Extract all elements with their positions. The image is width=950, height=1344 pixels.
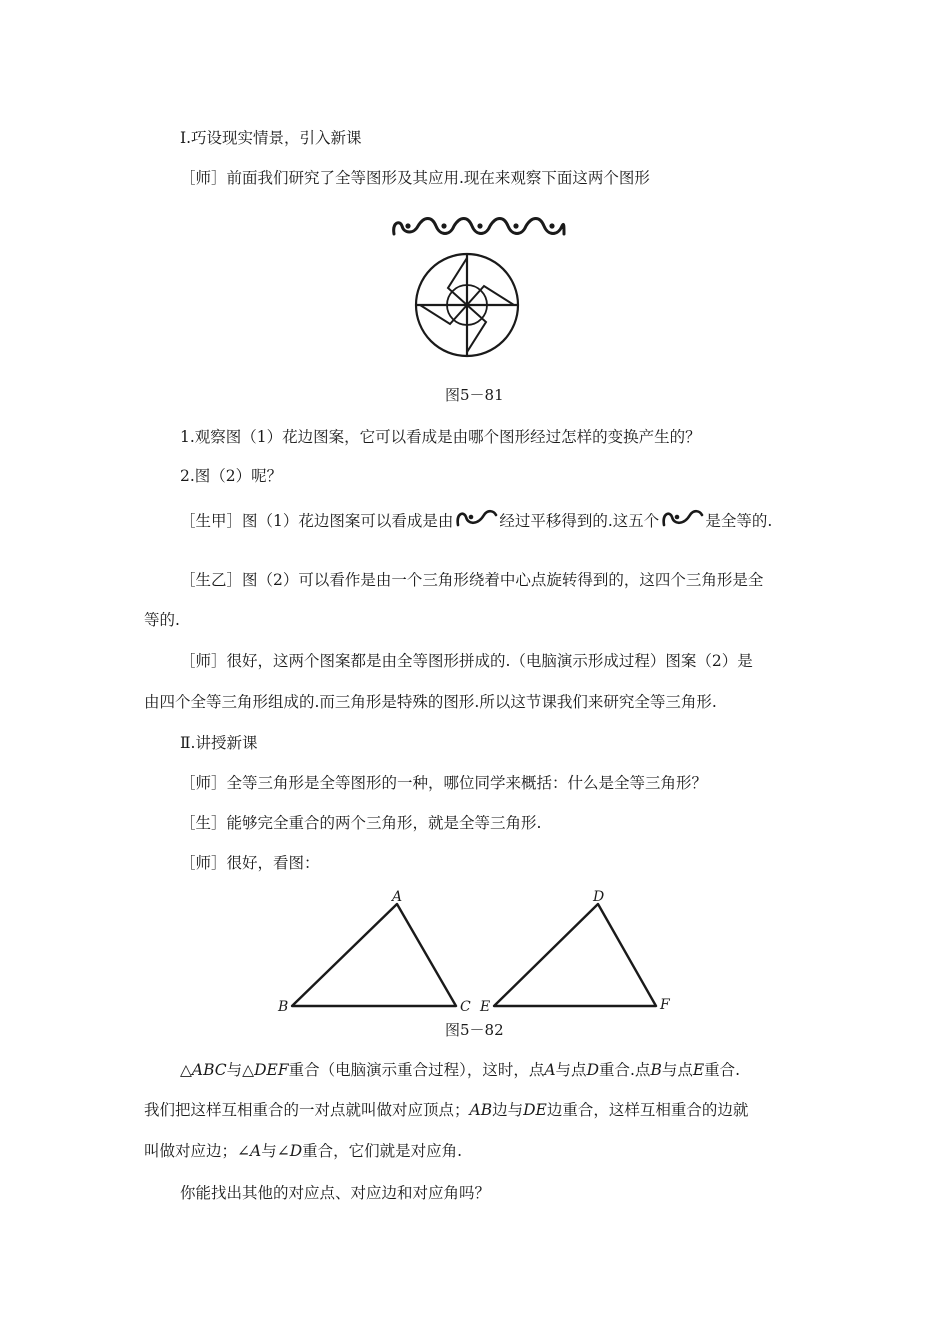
- teacher-see-figure: ［师］很好，看图：: [180, 854, 320, 872]
- text-run: 重合.: [704, 1061, 741, 1079]
- student-b-line-1: ［生乙］图（2）可以看作是由一个三角形绕着中心点旋转得到的，这四个三角形是全: [180, 571, 764, 589]
- wave-unit-icon: [660, 507, 704, 531]
- student-a-text-3: 是全等的.: [705, 512, 773, 530]
- point-a: A: [544, 1061, 556, 1079]
- text-run: 与点: [555, 1061, 587, 1079]
- text-run: 叫做对应边；∠: [144, 1142, 250, 1160]
- figure-2-rotation-pattern: [412, 250, 522, 360]
- label-d: D: [593, 889, 605, 905]
- angle-a: A: [250, 1142, 262, 1160]
- section-2-heading: Ⅱ.讲授新课: [180, 734, 258, 752]
- triangle-abc-name: ABC: [191, 1061, 227, 1079]
- label-a: A: [392, 889, 403, 905]
- final-question: 你能找出其他的对应点、对应边和对应角吗？: [180, 1184, 491, 1202]
- text-run: 与∠: [261, 1142, 290, 1160]
- text-run: 我们把这样互相重合的一对点就叫做对应顶点；: [144, 1101, 470, 1119]
- point-e: E: [692, 1061, 705, 1079]
- text-run: 与点: [661, 1061, 693, 1079]
- wave-unit-icon: [454, 507, 498, 531]
- text-run: 重合.点: [599, 1061, 651, 1079]
- figure-5-81-caption: 图5－81: [445, 386, 504, 404]
- teacher-intro-paragraph: ［师］前面我们研究了全等图形及其应用.现在来观察下面这两个图形: [180, 169, 650, 187]
- figure-5-82-caption: 图5－82: [445, 1021, 504, 1039]
- side-ab: AB: [469, 1101, 493, 1119]
- text-run: 重合，它们就是对应角.: [302, 1142, 463, 1160]
- text-run: 与△: [226, 1061, 255, 1079]
- point-d: D: [586, 1061, 599, 1079]
- figure-5-82-triangles: [270, 885, 690, 1020]
- triangle-def: [494, 904, 656, 1006]
- text-run: 边重合，这样互相重合的边就: [546, 1101, 749, 1119]
- correspondence-line-2: [144, 1100, 748, 1120]
- correspondence-line-1: [180, 1060, 740, 1080]
- point-b: B: [650, 1061, 662, 1079]
- question-2: 2.图（2）呢？: [180, 467, 283, 485]
- student-definition: ［生］能够完全重合的两个三角形，就是全等三角形.: [180, 814, 542, 832]
- label-e: E: [480, 999, 491, 1015]
- label-b: B: [278, 999, 289, 1015]
- triangle-abc: [292, 904, 456, 1006]
- angle-d: D: [289, 1142, 303, 1160]
- student-a-text-2: 经过平移得到的.这五个: [499, 512, 660, 530]
- text-run: 重合（电脑演示重合过程），这时，点: [288, 1061, 545, 1079]
- teacher-comment-line-2: 由四个全等三角形组成的.而三角形是特殊的图形.所以这节课我们来研究全等三角形.: [144, 693, 717, 711]
- student-a-text-1: ［生甲］图（1）花边图案可以看成是由: [180, 512, 454, 530]
- student-a-answer: [180, 510, 772, 534]
- side-de: DE: [523, 1101, 547, 1119]
- label-f: F: [660, 997, 670, 1013]
- student-b-line-2: 等的.: [144, 611, 180, 629]
- section-1-heading: Ⅰ.巧设现实情景，引入新课: [180, 129, 362, 147]
- question-1: 1.观察图（1）花边图案，它可以看成是由哪个图形经过怎样的变换产生的？: [180, 428, 701, 446]
- teacher-comment-line-1: ［师］很好，这两个图案都是由全等图形拼成的.（电脑演示形成过程）图案（2）是: [180, 652, 753, 670]
- label-c: C: [460, 999, 471, 1015]
- triangle-def-name: DEF: [254, 1061, 289, 1079]
- figure-1-border-pattern: [388, 212, 568, 244]
- correspondence-line-3: [144, 1141, 462, 1161]
- text-run: △: [180, 1061, 192, 1079]
- text-run: 边与: [492, 1101, 524, 1119]
- teacher-question: ［师］全等三角形是全等图形的一种，哪位同学来概括：什么是全等三角形？: [180, 774, 708, 792]
